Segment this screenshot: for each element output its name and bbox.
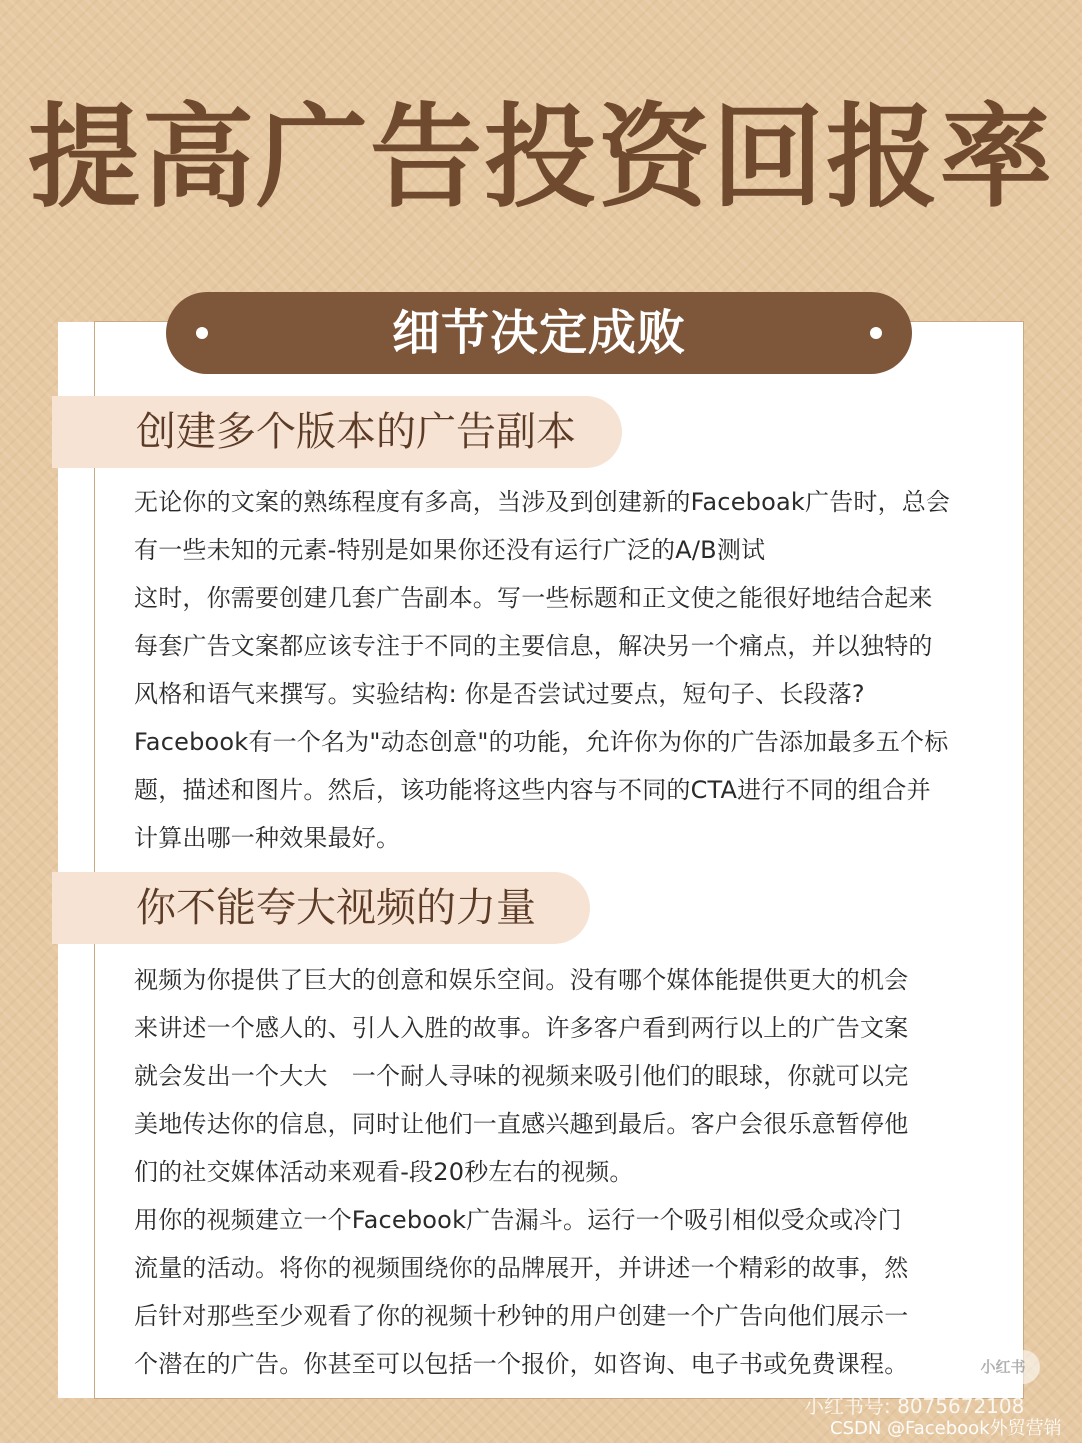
section-heading-tab <box>52 396 622 468</box>
body-line: 们的社交媒体活动来观看-段20秒左右的视频。 <box>134 1158 634 1186</box>
body-line: 风格和语气来撰写。实验结构: 你是否尝试过要点，短句子、长段落? <box>134 680 865 708</box>
body-line: 计算出哪一种效果最好。 <box>134 824 401 852</box>
body-line: 后针对那些至少观看了你的视频十秒钟的用户创建一个广告向他们展示一 <box>134 1302 909 1330</box>
page-title: 提高广告投资回报率 <box>28 92 1054 223</box>
body-line: 有一些未知的元素-特别是如果你还没有运行广泛的A/B测试 <box>134 536 766 564</box>
body-line: 流量的活动。将你的视频围绕你的品牌展开，并讲述一个精彩的故事，然 <box>134 1254 909 1282</box>
section-body <box>134 956 1004 1388</box>
body-line: Facebook有一个名为"动态创意"的功能，允许你为你的广告添加最多五个标 <box>134 728 949 756</box>
body-line: 来讲述一个感人的、引人入胜的故事。许多客户看到两行以上的广告文案 <box>134 1014 909 1042</box>
bullet-dot-icon <box>870 327 882 339</box>
body-line: 视频为你提供了巨大的创意和娱乐空间。没有哪个媒体能提供更大的机会 <box>134 966 909 994</box>
body-line: 就会发出一个大大 一个耐人寻味的视频来吸引他们的眼球，你就可以完 <box>134 1062 909 1090</box>
section-heading: 创建多个版本的广告副本 <box>136 409 576 455</box>
body-line: 这时，你需要创建几套广告副本。写一些标题和正文使之能很好地结合起来 <box>134 584 933 612</box>
body-line: 每套广告文案都应该专注于不同的主要信息，解决另一个痛点，并以独特的 <box>134 632 933 660</box>
section-heading: 你不能夸大视频的力量 <box>136 885 536 931</box>
section-heading-tab <box>52 872 590 944</box>
subtitle-text: 细节决定成败 <box>391 305 686 361</box>
body-line: 无论你的文案的熟练程度有多高，当涉及到创建新的Faceboak广告时，总会 <box>134 488 951 516</box>
body-line: 题，描述和图片。然后，该功能将这些内容与不同的CTA进行不同的组合并 <box>134 776 931 804</box>
watermark-id: 小红书号: 8075672108 <box>804 1394 1025 1418</box>
body-line: 美地传达你的信息，同时让他们一直感兴趣到最后。客户会很乐意暂停他 <box>134 1110 909 1138</box>
body-line: 用你的视频建立一个Facebook广告漏斗。运行一个吸引相似受众或冷门 <box>134 1206 902 1234</box>
body-line: 个潜在的广告。你甚至可以包括一个报价，如咨询、电子书或免费课程。 <box>134 1350 909 1378</box>
subtitle-banner <box>166 292 912 374</box>
watermark-csdn: CSDN @Facebook外贸营销 <box>830 1418 1062 1439</box>
watermark-logo: 小红书 <box>966 1350 1040 1384</box>
section-body <box>134 478 1004 862</box>
